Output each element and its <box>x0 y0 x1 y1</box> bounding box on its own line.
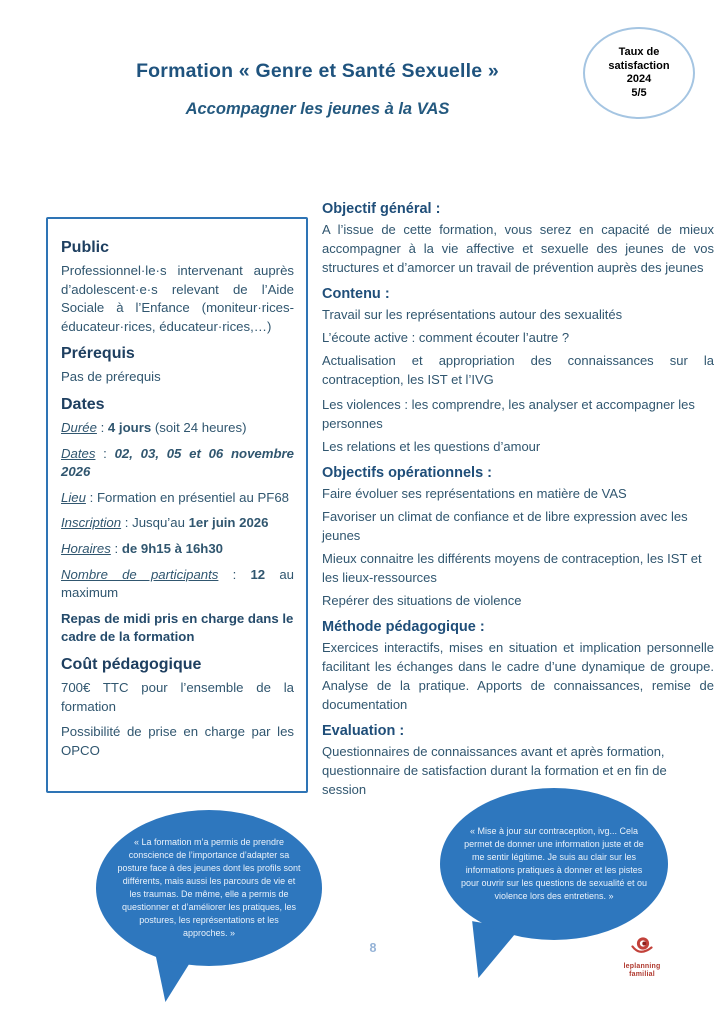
participants-count: 12 <box>250 566 266 582</box>
content-item: L’écoute active : comment écouter l’autre ? <box>322 330 570 345</box>
dates-label: Dates <box>61 445 96 461</box>
page-title: Formation « Genre et Santé Sexuelle » <box>136 60 499 82</box>
prerequis-text: Pas de prérequis <box>61 369 161 385</box>
evaluation-text: Questionnaires de connaissances avant et après formation, questionnaire de satisfaction durant la formation et en fin de session <box>322 744 667 797</box>
dates-line <box>61 445 294 482</box>
testimonial-text: « Mise à jour sur contraception, ivg... Cela permet de donner une information juste et de me sentir légitime. Je suis au clair sur les informations pratiques à donner et les pistes pour ouvrir sur les questions de sexualité et ou violence lors des entretiens. » <box>460 826 648 901</box>
method-text: Exercices interactifs, mises en situation et implication personnelle facilitant les échanges dans le cadre d’une dynamique de groupe. Analyse de la pratique. Apports de connaissances, remise de documentation <box>322 640 714 712</box>
participants-label: Nombre de participants <box>61 566 219 582</box>
dates-value: 02, 03, 05 et 06 novembre 2026 <box>61 445 295 480</box>
operational-objective-item: Faire évoluer ses représentations en matière de VAS <box>322 486 627 501</box>
content-item: Les violences : les comprendre, les analyser et accompagner les personnes <box>322 397 695 431</box>
planning-familial-logo <box>608 936 676 979</box>
details-column <box>322 201 714 803</box>
content-heading: Contenu : <box>322 286 390 302</box>
badge-line: satisfaction <box>608 59 670 72</box>
registration-pre: Jusqu’au <box>132 515 189 531</box>
registration-label: Inscription <box>61 515 122 531</box>
separator: : <box>121 515 133 531</box>
logo-text-line1: leplanning <box>623 963 661 970</box>
location-label: Lieu <box>61 489 86 505</box>
hours-value: de 9h15 à 16h30 <box>121 540 224 556</box>
evaluation-heading: Evaluation : <box>322 723 405 739</box>
page-header <box>30 60 605 119</box>
badge-line: Taux de <box>618 46 660 58</box>
testimonial-bubble-right <box>440 788 668 940</box>
objective-heading: Objectif général : <box>322 201 441 217</box>
separator: : <box>110 540 122 556</box>
separator: : <box>96 419 108 435</box>
badge-line: 2024 <box>626 73 652 85</box>
cost-heading: Coût pédagogique <box>61 655 202 673</box>
operational-objectives-heading: Objectifs opérationnels : <box>322 465 492 481</box>
funding-text: Possibilité de prise en charge par les OPCO <box>61 724 294 758</box>
duration-value: 4 jours <box>107 419 152 435</box>
location-value: Formation en présentiel au PF68 <box>96 489 289 505</box>
content-item: Actualisation et appropriation des connaissances sur la contraception, les IST et l’IVG <box>322 353 714 387</box>
registration-deadline: 1er juin 2026 <box>188 515 269 531</box>
prerequis-heading: Prérequis <box>61 345 135 363</box>
method-heading: Méthode pédagogique : <box>322 619 485 635</box>
registration-line <box>61 514 294 533</box>
duration-line <box>61 419 294 438</box>
page-number: 8 <box>369 941 377 955</box>
content-item: Travail sur les représentations autour des sexualités <box>322 307 623 322</box>
content-item: Les relations et les questions d’amour <box>322 439 541 454</box>
separator: : <box>218 566 251 582</box>
operational-objective-item: Favoriser un climat de confiance et de libre expression avec les jeunes <box>322 509 688 543</box>
info-panel <box>46 217 308 793</box>
hours-label: Horaires <box>61 540 111 556</box>
hours-line <box>61 540 294 559</box>
page-subtitle: Accompagner les jeunes à la VAS <box>185 100 450 118</box>
operational-objective-item: Mieux connaitre les différents moyens de contraception, les IST et les lieux-ressources <box>322 551 702 585</box>
satisfaction-badge <box>583 27 695 119</box>
cost-text: 700€ TTC pour l’ensemble de la formation <box>61 679 294 714</box>
separator: : <box>85 489 97 505</box>
participants-rest: au maximum <box>61 566 295 601</box>
duration-label: Durée <box>61 419 97 435</box>
separator: : <box>95 445 115 461</box>
testimonial-text: « La formation m’a permis de prendre conscience de l’importance d’adapter sa posture face à des jeunes dont les profils sont différents, mais aussi les parcours de vie et les traumas. De même, elle a permis de questionner et d’améliorer les pratiques, les postures, les représentations et les approches. » <box>117 837 301 938</box>
objective-text: A l’issue de cette formation, vous serez en capacité de mieux accompagner à la vie affective et sexuelle des jeunes de vos structures et d’amorcer un travail de prévention auprès des jeunes <box>322 222 714 275</box>
meal-note: Repas de midi pris en charge dans le cadre de la formation <box>61 610 294 645</box>
public-text: Professionnel·le·s intervenant auprès d’adolescent·e·s relevant de l’Aide Sociale à l’Enfance (moniteur·rices-éducateur·rices, éducateur·rices,…) <box>61 263 294 334</box>
planning-familial-icon <box>629 945 655 962</box>
duration-rest: (soit 24 heures) <box>151 419 247 435</box>
location-line <box>61 489 294 508</box>
badge-line: 5/5 <box>631 86 647 99</box>
testimonial-bubble-left <box>96 810 322 966</box>
public-heading: Public <box>61 239 110 256</box>
logo-text-line2: familial <box>629 971 655 978</box>
participants-line <box>61 566 294 603</box>
operational-objective-item: Repérer des situations de violence <box>322 593 522 608</box>
dates-heading: Dates <box>61 395 105 413</box>
